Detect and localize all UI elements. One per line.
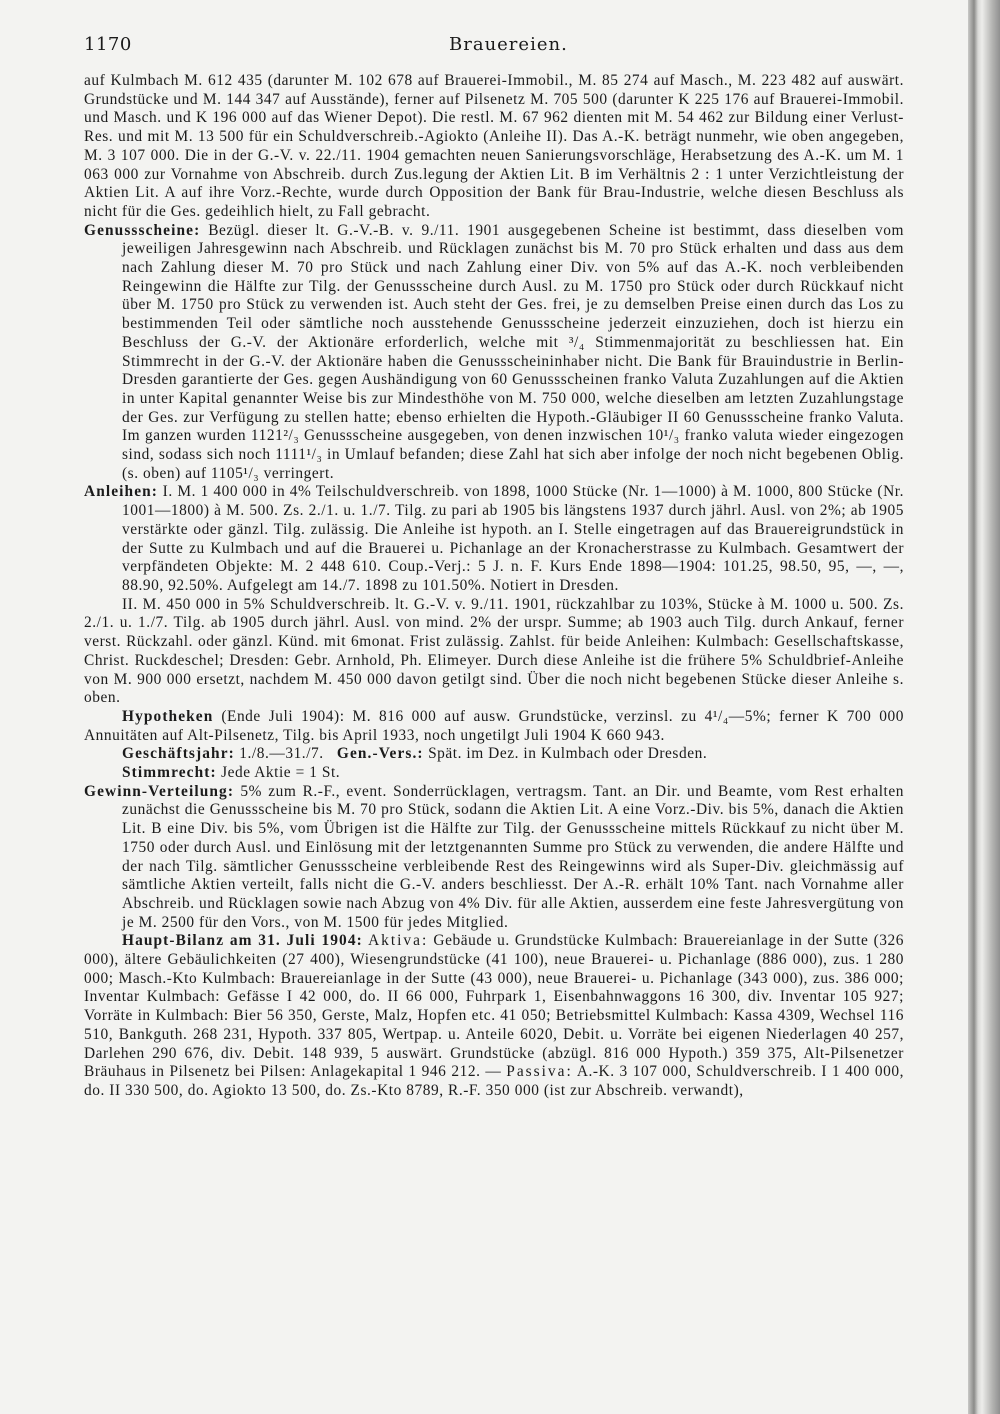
section-label: Gewinn-Verteilung: bbox=[84, 782, 235, 800]
section-label: Anleihen: bbox=[84, 483, 159, 501]
section-label: Geschäftsjahr: bbox=[122, 745, 235, 763]
section-label: Genussscheine: bbox=[84, 221, 201, 239]
section-text: (Ende Juli 1904): M. 816 000 auf ausw. Grundstücke, verzinsl. zu 4¹/₄—5%; ferner K 700 000 Annuitäten auf Alt-Pilsenetz, Tilg. bis April 1933, noch ungetilgt Juli 1904 K 660 943. bbox=[84, 707, 904, 744]
passiva-text: A.-K. 3 107 000, Schuldverschreib. I 1 400 000, do. II 330 500, do. Agiokto 13 500, do. Zs.-Kto 8789, R.-F. 350 000 (ist zur Abschreib. verwandt), bbox=[84, 1063, 904, 1099]
genussscheine-section bbox=[84, 222, 904, 484]
page-number: 1170 bbox=[84, 34, 132, 55]
section-label: Haupt-Bilanz am 31. Juli 1904: bbox=[122, 932, 363, 950]
section-text: Spät. im Dez. in Kulmbach oder Dresden. bbox=[428, 745, 708, 763]
section-text: 1./8.—31./7. bbox=[239, 745, 324, 763]
anleihen-section bbox=[84, 483, 904, 595]
anleihe-ii-paragraph: II. M. 450 000 in 5% Schuldverschreib. lt. G.-V. v. 9./11. 1901, rückzahlbar zu 103%, Stücke à M. 1000 u. 500. Zs. 2./1. u. 1./7. Tilg. ab 1905 durch jährl. Ausl. von mind. 2% der urspr. Summe; ab 1903 auch Tilg. durch Ankauf, ferner verst. Rückzahl. oder gänzl. Künd. mit 6monat. Frist zulässig. Zahlst. für beide Anleihen: Kulmbach: Gesellschaftskasse, Christ. Ruckdeschel; Dresden: Gebr. Arnhold, Ph. Elimeyer. Durch diese Anleihe ist die frühere 5% Schuldbrief-Anleihe von M. 900 000 ersetzt, nachdem M. 450 000 davon getilgt sind. Über die noch nicht begebenen Stücke dieser Anleihe s. oben. bbox=[84, 595, 904, 707]
page-header bbox=[84, 34, 904, 58]
hypotheken-section bbox=[84, 708, 904, 745]
stimmrecht-line bbox=[84, 764, 904, 783]
section-text: Bezügl. dieser lt. G.-V.-B. v. 9./11. 1901 ausgegebenen Scheine ist bestimmt, dass dieselben vom jeweiligen Jahresgewinn nach Abschreib. und Rücklagen zunächst bis M. 70 pro Stück erhalten und dass aus dem nach Zahlung dieser M. 70 pro Stück und nach Zahlung einer Div. von 5% auf das A.-K. noch verbleibenden Reingewinn die Hälfte zur Tilg. der Genussscheine durch Ausl. zu M. 1750 pro Stück oder durch Rückkauf nicht über M. 1750 pro Stück zu verwenden ist. Auch steht der Ges. frei, je zu demselben Preise einen durch das Los zu bestimmenden Teil oder sämtliche noch ausstehende Genussscheine jederzeit einzuziehen, doch ist hierzu ein Beschluss der G.-V. der Aktionäre erforderlich, welche mit ³/₄ Stimmenmajorität zu beschliessen hat. Ein Stimmrecht in der G.-V. der Aktionäre haben die Genussscheininhaber nicht. Die Bank für Brauindustrie in Berlin-Dresden garantierte der Ges. gegen Aushändigung von 60 Genussscheinen franko Valuta Zuzahlungen auf die Aktien in unter Kapital genannter Weise bis zur Mindesthöhe von M. 750 000, welche dieselben am letzten Zuzahlungstage der Ges. zur Verfügung zu stellen hatte; ebenso erhielten die Hypoth.-Gläubiger II 60 Genussscheine franko Valuta. Im ganzen wurden 1121²/₃ Genussscheine ausgegeben, von denen inzwischen 10¹/₃ franko valuta wieder eingezogen sind, sodass sich noch 1111¹/₃ in Umlauf befanden; diese Zahl hat sich aber infolge der noch nicht begebenen Oblig. (s. oben) auf 1105¹/₃ verringert. bbox=[122, 221, 904, 482]
aktiva-text: Gebäude u. Grundstücke Kulmbach: Brauereianlage in der Sutte (326 000), ältere Gebäulichkeiten (27 400), Wiesengrundstücke (41 100), neue Brauerei- u. Pichanlage (886 000), zus. 1 280 000; Masch.-Kto Kulmbach: Brauereianlage in der Sutte (43 000), neue Brauerei- u. Pichanlage (343 000), zus. 386 000; Inventar Kulmbach: Gefässe I 42 000, do. II 66 000, Fuhrpark 1, Eisenbahnwaggons 16 300, div. Inventar 105 927; Vorräte in Kulmbach: Bier 56 350, Gerste, Malz, Hopfen etc. 41 050; Betriebsmittel Kulmbach: Kassa 4309, Wechsel 116 510, Bankguth. 268 231, Hypoth. 337 805, Wertpap. u. Anteile 6020, Debit. u. Vorräte bei eigenen Niederlagen 40 257, Darlehen 290 676, div. Debit. 148 939, 5 auswärt. Grundstücke (abzügl. 816 000 Hypoth.) 359 375, Alt-Pilsenetzer Bräuhaus in Pilsenetz bei Pilsen: Anlagekapital 1 946 212. — bbox=[84, 932, 904, 1081]
body-text bbox=[84, 72, 904, 1101]
passiva-label: Passiva: bbox=[506, 1063, 573, 1081]
intro-paragraph: auf Kulmbach M. 612 435 (darunter M. 102 678 auf Brauerei-Immobil., M. 85 274 auf Masch., M. 223 482 auf auswärt. Grundstücke und M. 144 347 auf Ausstände), ferner auf Pilsenetz M. 705 500 (darunter K 225 176 auf Brauerei-Immobil. und Masch. und K 196 000 auf das Wiener Depot). Die restl. M. 67 962 dienten mit M. 54 462 zur Bildung einer Verlust-Res. und mit M. 13 500 für ein Schuldverschreib.-Agiokto (Anleihe II). Das A.-K. beträgt nunmehr, wie oben angegeben, M. 3 107 000. Die in der G.-V. v. 22./11. 1904 gemachten neuen Sanierungsvorschläge, Herabsetzung des A.-K. um M. 1 063 000 zur Vornahme von Abschreib. durch Zus.legung der Aktien Lit. B im Verhältnis 2 : 1 unter Verzichtleistung der Aktien Lit. A auf ihre Vorz.-Rechte, wurde durch Opposition der Bank für Brau-Industrie, welche diesen Beschluss als nicht für die Ges. gedeihlich hielt, zu Fall gebracht. bbox=[84, 72, 904, 220]
book-edge bbox=[968, 0, 1000, 1414]
haupt-bilanz-section bbox=[84, 932, 904, 1100]
gewinn-verteilung-section bbox=[84, 783, 904, 933]
running-title: Brauereien. bbox=[449, 34, 568, 55]
section-text: 5% zum R.-F., event. Sonderrücklagen, vertragsm. Tant. an Dir. und Beamte, vom Rest erhalten zunächst die Genussscheine bis M. 70 pro Stück, sodann die Aktien Lit. A eine Vorz.-Div. bis 5%, danach die Aktien Lit. B eine Div. bis 5%, vom Übrigen ist die Hälfte zur Tilg. der Genussscheine mittels Rückkauf zu nicht über M. 1750 oder durch Ausl. und Einlösung mit der letztgenannten Summe pro Stück zu verwenden, die andere Hälfte und der nach Tilg. sämtlicher Genussscheine verbleibende Rest des Reingewinns wird als Super-Div. gleichmässig auf sämtliche Aktien verteilt, falls nicht die G.-V. anders beschliesst. Der A.-R. erhält 10% Tant. nach Vornahme aller Abschreib. und Rücklagen sowie nach Abzug von 4% Div. für alle Aktien, ausserdem eine feste Jahresvergütung von je M. 2500 für den Vors., von M. 1500 für jedes Mitglied. bbox=[122, 782, 905, 931]
section-label: Gen.-Vers.: bbox=[336, 745, 424, 763]
section-label: Hypotheken bbox=[122, 707, 214, 725]
section-label: Stimmrecht: bbox=[122, 764, 217, 782]
geschaeftsjahr-line bbox=[84, 745, 904, 764]
section-text: I. M. 1 400 000 in 4% Teilschuldverschreib. von 1898, 1000 Stücke (Nr. 1—1000) à M. 1000, 800 Stücke (Nr. 1001—1800) à M. 500. Zs. 2./1. u. 1./7. Tilg. zu pari ab 1905 bis längstens 1937 durch jährl. Ausl. von 2%; ab 1905 verstärkte oder gänzl. Tilg. zulässig. Die Anleihe ist hypoth. an I. Stelle eingetragen auf das Brauereigrundstück in der Sutte zu Kulmbach und auf die Brauerei u. Pichanlage an der Kronacherstrasse zu Kulmbach. Gesamtwert der verpfändeten Objekte: M. 2 448 610. Coup.-Verj.: 5 J. n. F. Kurs Ende 1898—1904: 101.25, 98.50, 95, —, —, 88.90, 92.50%. Aufgelegt am 14./7. 1898 zu 101.50%. Notiert in Dresden. bbox=[122, 483, 904, 594]
section-text: Jede Aktie = 1 St. bbox=[221, 764, 341, 782]
aktiva-label: Aktiva: bbox=[368, 932, 429, 950]
